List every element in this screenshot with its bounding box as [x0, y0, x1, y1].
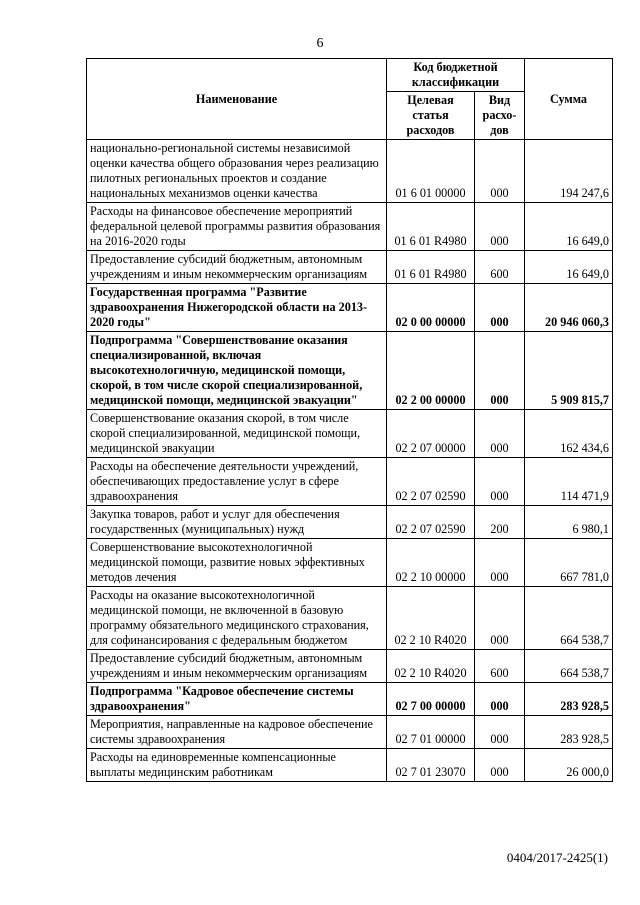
row-name: Расходы на оказание высокотехнологичной медицинской помощи, не включенной в базовую программу обязательного медицинского страхования, для софинансирования с федеральным бюджетом — [87, 587, 387, 650]
table-row — [87, 410, 613, 458]
row-name: Государственная программа "Развитие здравоохранения Нижегородской области на 2013-2020 годы" — [87, 284, 387, 332]
row-sum: 162 434,6 — [525, 410, 613, 458]
row-kind: 000 — [475, 332, 525, 410]
row-code: 02 2 10 R4020 — [387, 650, 475, 683]
row-sum: 283 928,5 — [525, 683, 613, 716]
row-kind: 000 — [475, 410, 525, 458]
row-kind: 000 — [475, 749, 525, 782]
row-sum: 20 946 060,3 — [525, 284, 613, 332]
table-row — [87, 650, 613, 683]
row-kind: 000 — [475, 539, 525, 587]
row-name: Расходы на единовременные компенсационные выплаты медицинским работникам — [87, 749, 387, 782]
row-code: 02 7 01 00000 — [387, 716, 475, 749]
row-sum: 16 649,0 — [525, 251, 613, 284]
row-code: 01 6 01 R4980 — [387, 203, 475, 251]
row-kind: 000 — [475, 716, 525, 749]
table-row — [87, 140, 613, 203]
row-name: Закупка товаров, работ и услуг для обеспечения государственных (муниципальных) нужд — [87, 506, 387, 539]
header-target: Целевая статья расходов — [387, 92, 475, 140]
row-kind: 000 — [475, 140, 525, 203]
row-sum: 664 538,7 — [525, 587, 613, 650]
table-row — [87, 506, 613, 539]
table-row — [87, 587, 613, 650]
row-kind: 200 — [475, 506, 525, 539]
row-kind: 000 — [475, 458, 525, 506]
row-code: 02 7 00 00000 — [387, 683, 475, 716]
row-name: Совершенствование оказания скорой, в том числе скорой специализированной, медицинской помощи, медицинской эвакуации — [87, 410, 387, 458]
row-name: Подпрограмма "Совершенствование оказания специализированной, включая высокотехнологичную, медицинской помощи, скорой, в том числе скорой специализированной, медицинской помощи, медицинской эвакуации" — [87, 332, 387, 410]
page-number: 6 — [316, 36, 324, 51]
row-code: 02 2 10 R4020 — [387, 587, 475, 650]
row-code: 02 0 00 00000 — [387, 284, 475, 332]
table-row — [87, 284, 613, 332]
row-code: 02 2 10 00000 — [387, 539, 475, 587]
row-name: Совершенствование высокотехнологичной медицинской помощи, развитие новых эффективных методов лечения — [87, 539, 387, 587]
row-sum: 26 000,0 — [525, 749, 613, 782]
row-kind: 000 — [475, 284, 525, 332]
row-sum: 114 471,9 — [525, 458, 613, 506]
row-sum: 194 247,6 — [525, 140, 613, 203]
row-name: Расходы на обеспечение деятельности учреждений, обеспечивающих предоставление услуг в сфере здравоохранения — [87, 458, 387, 506]
row-sum: 16 649,0 — [525, 203, 613, 251]
row-code: 02 2 07 02590 — [387, 458, 475, 506]
header-name: Наименование — [87, 59, 387, 140]
row-name: Расходы на финансовое обеспечение мероприятий федеральной целевой программы развития образования на 2016-2020 годы — [87, 203, 387, 251]
row-name: Подпрограмма "Кадровое обеспечение системы здравоохранения" — [87, 683, 387, 716]
row-code: 01 6 01 R4980 — [387, 251, 475, 284]
row-sum: 664 538,7 — [525, 650, 613, 683]
table-row — [87, 716, 613, 749]
header-code-group: Код бюджетной классификации — [387, 59, 525, 92]
row-kind: 600 — [475, 251, 525, 284]
row-name: Предоставление субсидий бюджетным, автономным учреждениям и иным некоммерческим организациям — [87, 251, 387, 284]
row-kind: 000 — [475, 203, 525, 251]
table-body — [87, 140, 613, 782]
header-sum: Сумма — [525, 59, 613, 140]
table-row — [87, 332, 613, 410]
row-code: 02 7 01 23070 — [387, 749, 475, 782]
table-row — [87, 251, 613, 284]
row-kind: 000 — [475, 587, 525, 650]
row-kind: 600 — [475, 650, 525, 683]
row-name: Предоставление субсидий бюджетным, автономным учреждениям и иным некоммерческим организациям — [87, 650, 387, 683]
table-row — [87, 683, 613, 716]
row-name: Мероприятия, направленные на кадровое обеспечение системы здравоохранения — [87, 716, 387, 749]
budget-table — [86, 58, 613, 782]
row-code: 02 2 00 00000 — [387, 332, 475, 410]
table-row — [87, 539, 613, 587]
row-sum: 6 980,1 — [525, 506, 613, 539]
table-row — [87, 458, 613, 506]
row-sum: 667 781,0 — [525, 539, 613, 587]
header-kind: Вид расхо-дов — [475, 92, 525, 140]
document-code: 0404/2017-2425(1) — [506, 850, 608, 865]
row-code: 02 2 07 02590 — [387, 506, 475, 539]
row-sum: 5 909 815,7 — [525, 332, 613, 410]
row-sum: 283 928,5 — [525, 716, 613, 749]
table-row — [87, 203, 613, 251]
header-row — [87, 59, 613, 92]
row-code: 01 6 01 00000 — [387, 140, 475, 203]
row-code: 02 2 07 00000 — [387, 410, 475, 458]
row-name: национально-региональной системы независимой оценки качества общего образования через реализацию пилотных региональных проектов и создание национальных механизмов оценки качества — [87, 140, 387, 203]
table-row — [87, 749, 613, 782]
row-kind: 000 — [475, 683, 525, 716]
